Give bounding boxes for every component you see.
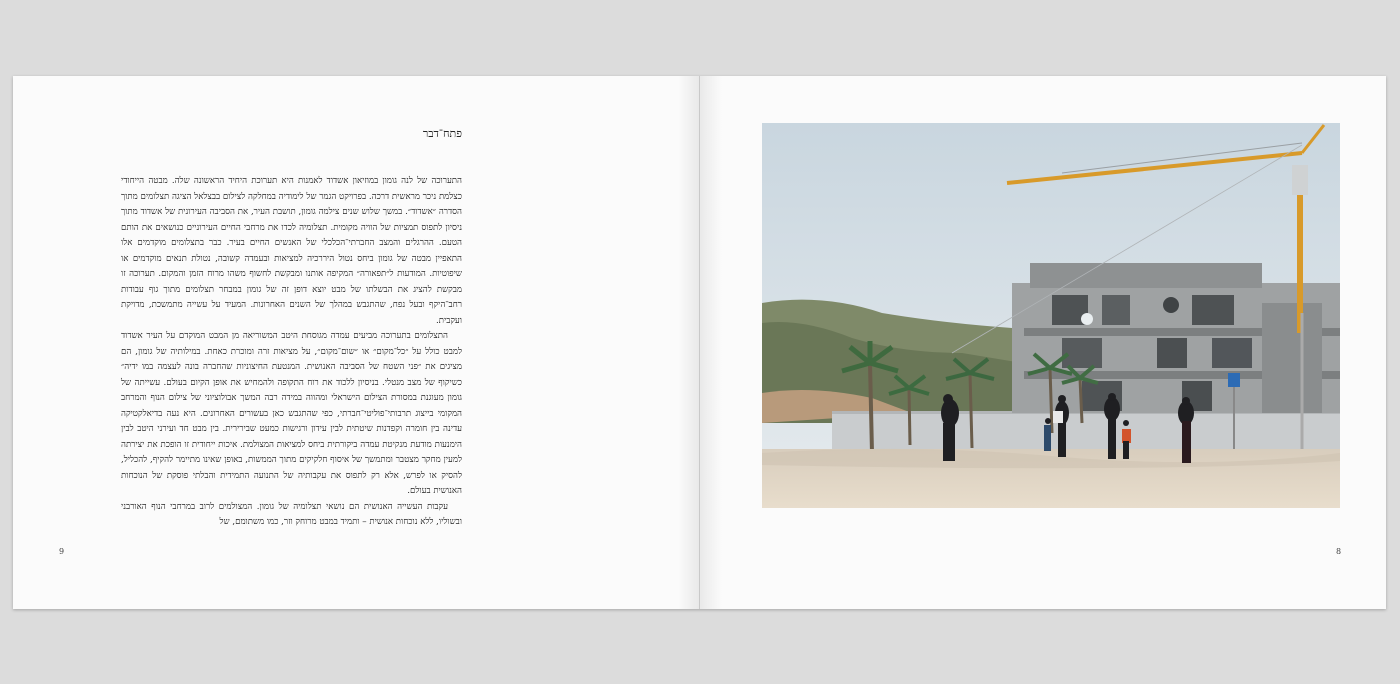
body-text: [121, 174, 462, 531]
page-number-left: 9: [59, 547, 65, 556]
right-page: [700, 76, 1386, 609]
left-page: [13, 76, 700, 609]
paragraph-3: עקבות העשייה האנושית הם נושאי תצלומיה של גומון. המצולמים לרוב במרחבי הנוף האורבני ובשוליו, ללא נוכחות אנושית – ותמיד במבט מרוחק וזר, כמו משתומם, של: [121, 501, 462, 527]
page-number-right: 8: [1336, 547, 1342, 556]
construction-site-photo: [762, 123, 1340, 508]
paragraph-1: התערוכה של לנה גומון במוזיאון אשדוד לאמנות היא תערוכת היחיד הראשונה שלה. מבטה הייחודי כצלמת ניכר מראשית דרכה. בפרויקט הגמר של לימודיה במחלקה לצילום בבצלאל הציגה תצלומים מתוך הסדרה ״אשדוד״. במשך שלוש שנים צילמה גומון, תושבת העיר, את הסביבה העירונית של אשדוד מתוך ניסיון לתפוס תמציות של הוויה מקומית. תצלומיה לכדו את מרחבי החיים העירוניים כנושאים את הותם הטעם. ההרגלים והמצב החברתי־הכלכלי של האנשים החיים בעיר. כבר בתצלומים מוקדמים אלו התאפיין מבטה של גומון ביחס נטול היררכיה למציאות ובעמדה קשובה, נטולת תנאים מוקדמים או שיפוטיות. המודעות ל״תפאורה״ המקיפה אותנו ומבקשת לחשוף משהו מרוח הזמן והמקום. תערוכה זו מבקשת להציג את הבשלתו של מבט יוצא דופן זה של גומון במבחר תצלומים מתוך גוף עבודות רחב־היקף ובעל נפח, שהתגבש במהלך של השנים האחרונות. המעיד על עשייה מתמשכת, מדויקת ועקבית.: [121, 176, 462, 326]
book-spread: [13, 76, 1386, 609]
building-icon: [1012, 263, 1340, 413]
page-heading: פתח־דבר: [422, 127, 462, 140]
paragraph-2: התצלומים בתערוכה מביעים עמדה מגוסחת היטב המשוריאה מן המבט המוקדם על העיר אשדוד למבט כולל על ״כל־מקום״ או ״שום־מקום״, על מציאות זרה ומוכרת כאחת. במילותיה של גומון, הם מציגים את ״פני השטח של הסביבה האנושית. המנטעת החיצוניות שהחברה בונה לעצמה במו ידיה״ כשיקוף של מצב מנטלי. בניסיון ללכוד את רוח התקופה ולהמחיש את אופן הקיום בעולם. עשייתה של גומון מעוגנת במסורת הצילום הישראלי ומהווה במידה רבה המשך אבולוציוני של צילום הנוף והמרחב המקומי בייצוג תרבותי־פוליטי־חברתי, כפי שהתגבש כאן בעשורים האחרונים. היא נעה בדיאלקטיקה עדינה בין חומרה וקפדנות שיטתית לבין עידון ורגישות כמעט שבירירית. בין מבט חד ועירני היטב לבין הימנעות מודעת מנקיטת עמדה ביקורתית ביחס למציאות המצולמת. איכות ייחודית זו הופכת את יצירתה למעין מחקר מצטבר ומתמשך של איסוף חלקיקים מתוך הממשות, באופן שאינו מתיימר להקיף, להכליל, להסיק או לפרש, אלא רק לתפוס את עקבותיה של התנועה התמידית והבלתי פוסקת של הנוכחות האנושית בעולם.: [121, 331, 462, 496]
